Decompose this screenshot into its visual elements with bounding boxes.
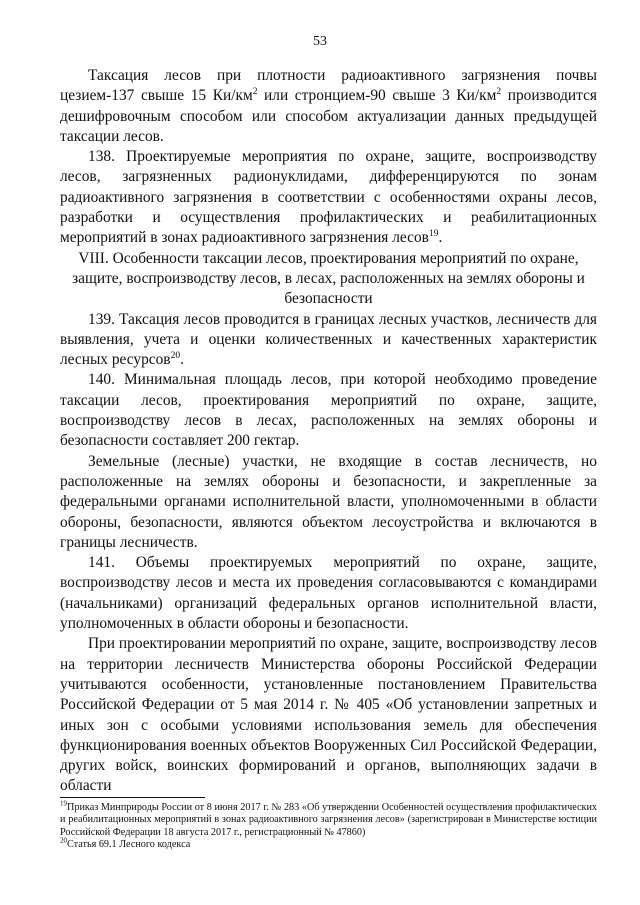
paragraph-140-land-plots: Земельные (лесные) участки, не входящие в состав лесничеств, но расположенные на землях обороны и безопасности, и закрепленные за федеральными органами исполнительной власти, уполномоченными в области обороны, безопасности, являются объектом лесоустройства и включаются в границы лесничеств.	[60, 452, 597, 551]
section-heading: VIII. Особенности таксации лесов, проектирования мероприятий по охране, защите, воспроизводству лесов, в лесах, расположенных на землях обороны и безопасности	[72, 249, 585, 308]
paragraph-140: 140. Минимальная площадь лесов, при которой необходимо проведение таксации лесов, проектирования мероприятий по охране, защите, воспроизводству лесов в лесах, расположенных на землях обороны и безопасности составляет 200 гектар.	[60, 371, 597, 450]
paragraph-text: производится дешифровочным способом или способом актуализации данных предыдущей таксации лесов.	[60, 87, 597, 145]
footnote-number: 20	[60, 836, 67, 845]
paragraph-139	[60, 310, 597, 371]
footnote-number: 19	[60, 799, 67, 808]
paragraph-text: .	[180, 351, 184, 369]
footnote-text: Приказ Минприроды России от 8 июня 2017 г. № 283 «Об утверждении Особенностей осуществления профилактических и реабилитационных мероприятий в зонах радиоактивного загрязнения лесов» (зарегистрирован в Министерстве юстиции Российской Федерации 18 августа 2017 г., регистрационный № 47860)	[60, 802, 597, 838]
footnote-20	[60, 836, 597, 851]
paragraph-text: или стронцием-90 свыше 3 Ки/км	[257, 87, 497, 105]
paragraph-138	[60, 147, 597, 248]
paragraph-text: Таксация лесов при плотности радиоактивного загрязнения почвы цезием-137 свыше 15 Ки/км	[60, 67, 597, 105]
paragraph-text: 139. Таксация лесов проводится в границах лесных участков, лесничеств для выявления, учета и оценки количественных и качественных характеристик лесных ресурсов	[60, 310, 597, 369]
superscript: 2	[496, 87, 502, 98]
paragraph-141-design: При проектировании мероприятий по охране, защите, воспроизводству лесов на территории лесничеств Министерства обороны Российской Федерации учитываются особенности, установленные постановлением Правительства Российской Федерации от 5 мая 2014 г. № 405 «Об установлении запретных и иных зон с особыми условиями использования земель для обеспечения функционирования военных объектов Вооруженных Сил Российской Федерации, других войск, воинских формирований и органов, выполняющих задачи в области	[60, 635, 597, 795]
footnote-text: Статья 69.1 Лесного кодекса	[67, 839, 191, 851]
footnote-ref-20: 20	[170, 351, 181, 362]
footnote-ref-19: 19	[428, 229, 439, 240]
paragraph-141: 141. Объемы проектируемых мероприятий по охране, защите, воспроизводству лесов и места их проведения согласовываются с командирами (начальниками) организаций федеральных органов исполнительной власти, уполномоченных в области обороны и безопасности.	[60, 554, 597, 633]
paragraph-taxation-radioactive	[60, 66, 597, 147]
paragraph-text: 138. Проектируемые мероприятия по охране, защите, воспроизводству лесов, загрязненных радионуклидами, дифференцируются по зонам радиоактивного загрязнения в соответствии с особенностями охраны лесов, разработки и осуществления профилактических и реабилитационных мероприятий в зонах радиоактивного загрязнения лесов	[60, 148, 597, 247]
superscript: 2	[252, 87, 258, 98]
page-number: 53	[313, 34, 327, 49]
footnote-divider	[60, 797, 205, 798]
footnotes	[60, 799, 597, 852]
footnote-19	[60, 799, 597, 839]
paragraph-text: .	[438, 229, 443, 247]
document-body	[60, 66, 597, 797]
